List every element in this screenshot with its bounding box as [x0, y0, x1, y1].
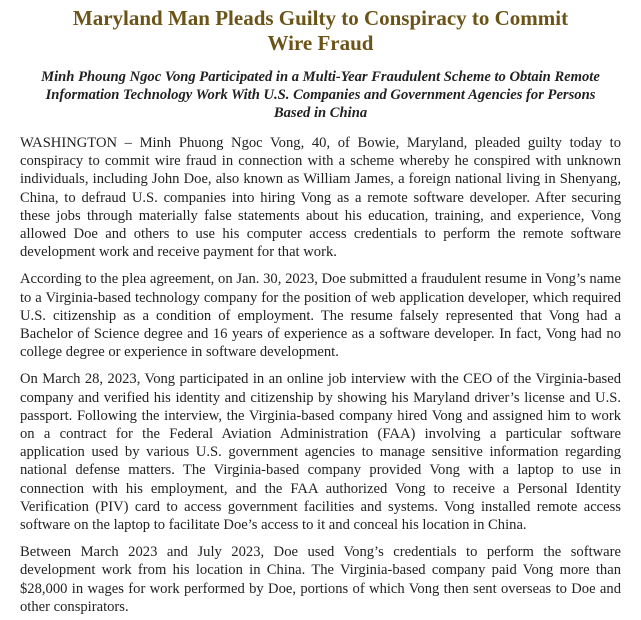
paragraph: According to the plea agreement, on Jan. 30, 2023, Doe submitted a fraudulent resume in Vong’s name to a Virginia-based technology company for the position of web application developer, which required U.S. citizenship as a condition of employment. The resume falsely represented that Vong had a Bachelor of Science degree and 16 years of experience as a software developer. In fact, Vong had no college degree or experience in software development.: [20, 271, 621, 361]
paragraph: Between March 2023 and July 2023, Doe used Vong’s credentials to perform the software development work from his location in China. The Virginia-based company paid Vong more than $28,000 in wages for work performed by Doe, portions of which Vong then sent overseas to Doe and other conspirators.: [20, 544, 621, 615]
subheadline: Minh Phoung Ngoc Vong Participated in a Multi-Year Fraudulent Scheme to Obtain Remote Information Technology Work With U.S. Companies and Government Agencies for Persons Based in China: [41, 69, 600, 121]
headline: Maryland Man Pleads Guilty to Conspiracy to Commit Wire Fraud: [72, 6, 569, 55]
article-body: [20, 134, 621, 616]
paragraph: WASHINGTON – Minh Phuong Ngoc Vong, 40, of Bowie, Maryland, pleaded guilty today to conspiracy to commit wire fraud in connection with a scheme whereby he conspired with unknown individuals, including John Doe, also known as William James, a foreign national living in Shenyang, China, to defraud U.S. companies into hiring Vong as a remote software developer. After securing these jobs through materially false statements about his education, training, and experience, Vong allowed Doe and others to use his computer access credentials to perform the remote software development work and receive payment for that work.: [20, 135, 621, 261]
paragraph: On March 28, 2023, Vong participated in an online job interview with the CEO of the Virginia-based company and verified his identity and citizenship by showing his Maryland driver’s license and U.S. passport. Following the interview, the Virginia-based company hired Vong and assigned him to work on a contract for the Federal Aviation Administration (FAA) involving a particular software application used by various U.S. government agencies to manage sensitive information regarding national defense matters. The Virginia-based company provided Vong with a laptop to use in connection with his employment, and the FAA authorized Vong to receive a Personal Identity Verification (PIV) card to access government facilities and systems. Vong installed remote access software on the laptop to facilitate Doe’s access to it and conceal his location in China.: [20, 371, 621, 534]
